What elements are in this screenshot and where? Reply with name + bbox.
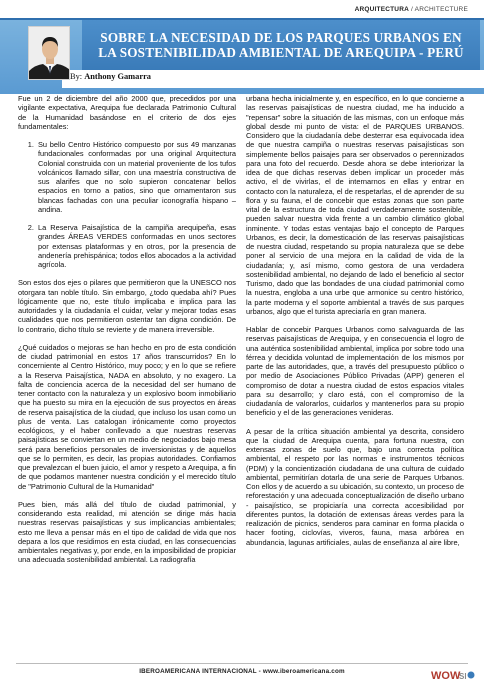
footer-divider bbox=[16, 663, 468, 664]
article-title: SOBRE LA NECESIDAD DE LOS PARQUES URBANOS EN LA SOSTENIBILIDAD AMBIENTAL DE AREQUIPA - PERÚ bbox=[98, 30, 464, 60]
footer-text: IBEROAMERICANA INTERNACIONAL - www.iberoamericana.com bbox=[139, 668, 345, 675]
title-box bbox=[82, 20, 480, 70]
list-item: 2. La Reserva Paisajística de la campiña arequipeña, esas grandes ÁREAS VERDES conformadas en unos sectores por extensas plataformas y en otros, por la presencia de andenería prehispánica; todos ellos abocados a la actividad agrícola. bbox=[36, 223, 236, 269]
paragraph: urbana hecha inicialmente y, en específico, en lo que concierne a las reservas paisajísticas de nuestra ciudad, me ha inducido a "repensar" sobre la situación de las mismas, con un enfoque más global desde mi punto de vista: el de PARQUES URBANOS. Considero que la ciudadanía debe desterrar esa equivocada idea de que nuestra campiña o nuestras reservas paisajísticas son simplemente bellos paisajes para ser observados o perennizados para una foto del recuerdo. Desde ahora se debe interiorizar la idea de que dichas reservas deben implicar un proceder más activo, el de vivirlas, el de internarnos en ellas y entrar en contacto con la naturaleza, el de respetarlas, el de aprender de su flora y su fauna, el de concebir que estas zonas que son parte vital de la estructura de toda ciudad verdaderamente sostenible, pueden salvar nuestra vida frente a un cambio climático global inminente. Y todas estas ventajas bajo el concepto de Parques Urbanos, es decir, la domesticación de las reservas paisajísticas de nuestra ciudad, respetando su propia naturaleza que se debe poner al servicio de una mejora en la calidad de vida de la ciudadanía; y, así mismo, como gestora de una verdadera sostenibilidad ambiental, no dejando de lado el beneficio al sector Turismo, dado que las bondades de una ciudad patrimonial como la nuestra, engloba a una urbe que armonice su centro histórico, la parte moderna y el soporte ambiental a través de sus parques urbanos, algo que el turista apreciaría en gran manera. bbox=[246, 94, 464, 316]
paragraph: Son estos dos ejes o pilares que permitieron que la UNESCO nos otorgara tan noble título. Sin embargo, ¿todo quedaba ahí? Pues lógicamente que no, este título implicaba e implica para las autoridades y la ciudadanía el cuidar, velar y mejorar todas esas cualidades que nos permitieron ostentar tan digna condición. De lo contrario, dicho título se revierte y de manera irreversible. bbox=[18, 278, 236, 334]
section-separator: / bbox=[409, 6, 415, 13]
section-sub: ARCHITECTURE bbox=[414, 6, 468, 13]
criteria-list bbox=[18, 140, 236, 269]
byline bbox=[70, 72, 151, 81]
svg-text:Sl: Sl bbox=[459, 672, 467, 681]
author-name: Anthony Gamarra bbox=[84, 72, 151, 81]
svg-text:WOW: WOW bbox=[431, 670, 461, 682]
left-column bbox=[18, 94, 236, 574]
paragraph: A pesar de la crítica situación ambiental ya descrita, considero que la ciudad de Arequipa cuenta, para fortuna nuestra, con extensas zonas de suelo que, bajo una correcta política ambiental, el respeto por las normas e instrumentos técnicos (PDM) y la concientización ciudadana de una cultura de cuidado ambiental, permitirían dotarla de una serie de Parques Urbanos. Con ellos y de acuerdo a su ubicación, su contexto, un proceso de reforestación y una adecuada conceptualización de diseño urbano - paisajístico, se propiciaría una correcta accesibilidad por diferentes puntos, la dotación de extensas áreas verdes para la realización de picnics, senderos para caminar en forma placida o hacer footing, ciclovías, viveros, fauna, masa arbórea en abundancia, lagunas artificiales, aulas de enseñanza al aire libre, bbox=[246, 426, 464, 547]
author-portrait-icon bbox=[29, 27, 70, 80]
paragraph: ¿Qué cuidados o mejoras se han hecho en pro de esta condición de ciudad patrimonial en estos 17 años transcurridos? En lo concerniente al Centro Histórico, muy poco; y en lo que se refiere a la Reserva Paisajística, NADA en absoluto, y no exagero. La falta de conciencia acerca de la necesidad del ser humano de tener contacto con la naturaleza y un explosivo boom inmobiliario que ha puesto su mira en la ejecución de sus proyectos en áreas de reserva paisajística de la ciudad, que incluso los usan como un plus de venta. Las catalogan irónicamente como proyectos ecológicos, y el haber conllevado a que nuestras reservas paisajísticas se conviertan en un medio de negociados bajo mesa será para beneficios personales de inversionistas y de aquellos que se lo permiten, es decir, las propias autoridades. Confiamos que prevalezcan el buen juicio, el amor y respeto a Arequipa, a fin de que podamos mantener nuestra condición y el merecido título de "Patrimonio Cultural de la Humanidad" bbox=[18, 342, 236, 491]
right-column bbox=[246, 94, 464, 556]
paragraph: Pues bien, más allá del título de ciudad patrimonial, y considerando esta realidad, mi atención se dirige más hacia nuestras reservas paisajísticas y sus implicancias ambientales; esto me lleva a pensar más en el tipo de calidad de vida que nos depara a los que residimos en esta ciudad, en las consecuencias ambientales negativas y, por ende, en la imposibilidad de propiciar una adecuada sostenibilidad ambiental. La radiografía bbox=[18, 499, 236, 565]
section-label bbox=[355, 6, 468, 13]
list-item: 1. Su bello Centro Histórico compuesto por sus 49 manzanas fundacionales conformadas por una original Arquitectura Colonial construida con un material proveniente de los tufos volcánicos llamado sillar, con una maestría constructiva de sus alarifes que no solo supieron concatenar bellos espacios en torno a patios, sino que ornamentaron sus blancas fachadas con una peculiar iconografía hispano – andina. bbox=[36, 140, 236, 214]
by-label: By: bbox=[70, 72, 85, 81]
author-photo bbox=[28, 26, 70, 80]
paragraph: Fue un 2 de diciembre del año 2000 que, precedidos por una vigilante expectativa, Arequipa fue declarada Patrimonio Cultural de la Humanidad basándose en el criterio de dos ejes fundamentales: bbox=[18, 94, 236, 131]
wowslider-logo bbox=[430, 662, 476, 686]
paragraph: Hablar de concebir Parques Urbanos como salvaguarda de las reservas paisajísticas de Arequipa, y en consecuencia el logro de una auténtica sostenibilidad ambiental, implica por sobre todo una férrea y decidida voluntad de implementación de los mismos por parte de las autoridades, que, a través del presupuesto público o por medio de Asociaciones Público Privadas (APP) generen el compromiso de dotar a nuestra ciudad de estos espacios vitales para su desarrollo; y claro está, con el compromiso de la ciudadanía de valorarlos, cuidarlos y mantenerlos para su propio beneficio y el de las generaciones venideras. bbox=[246, 325, 464, 418]
section-name: ARQUITECTURA bbox=[354, 6, 409, 13]
wowslider-logo-icon bbox=[430, 662, 476, 686]
